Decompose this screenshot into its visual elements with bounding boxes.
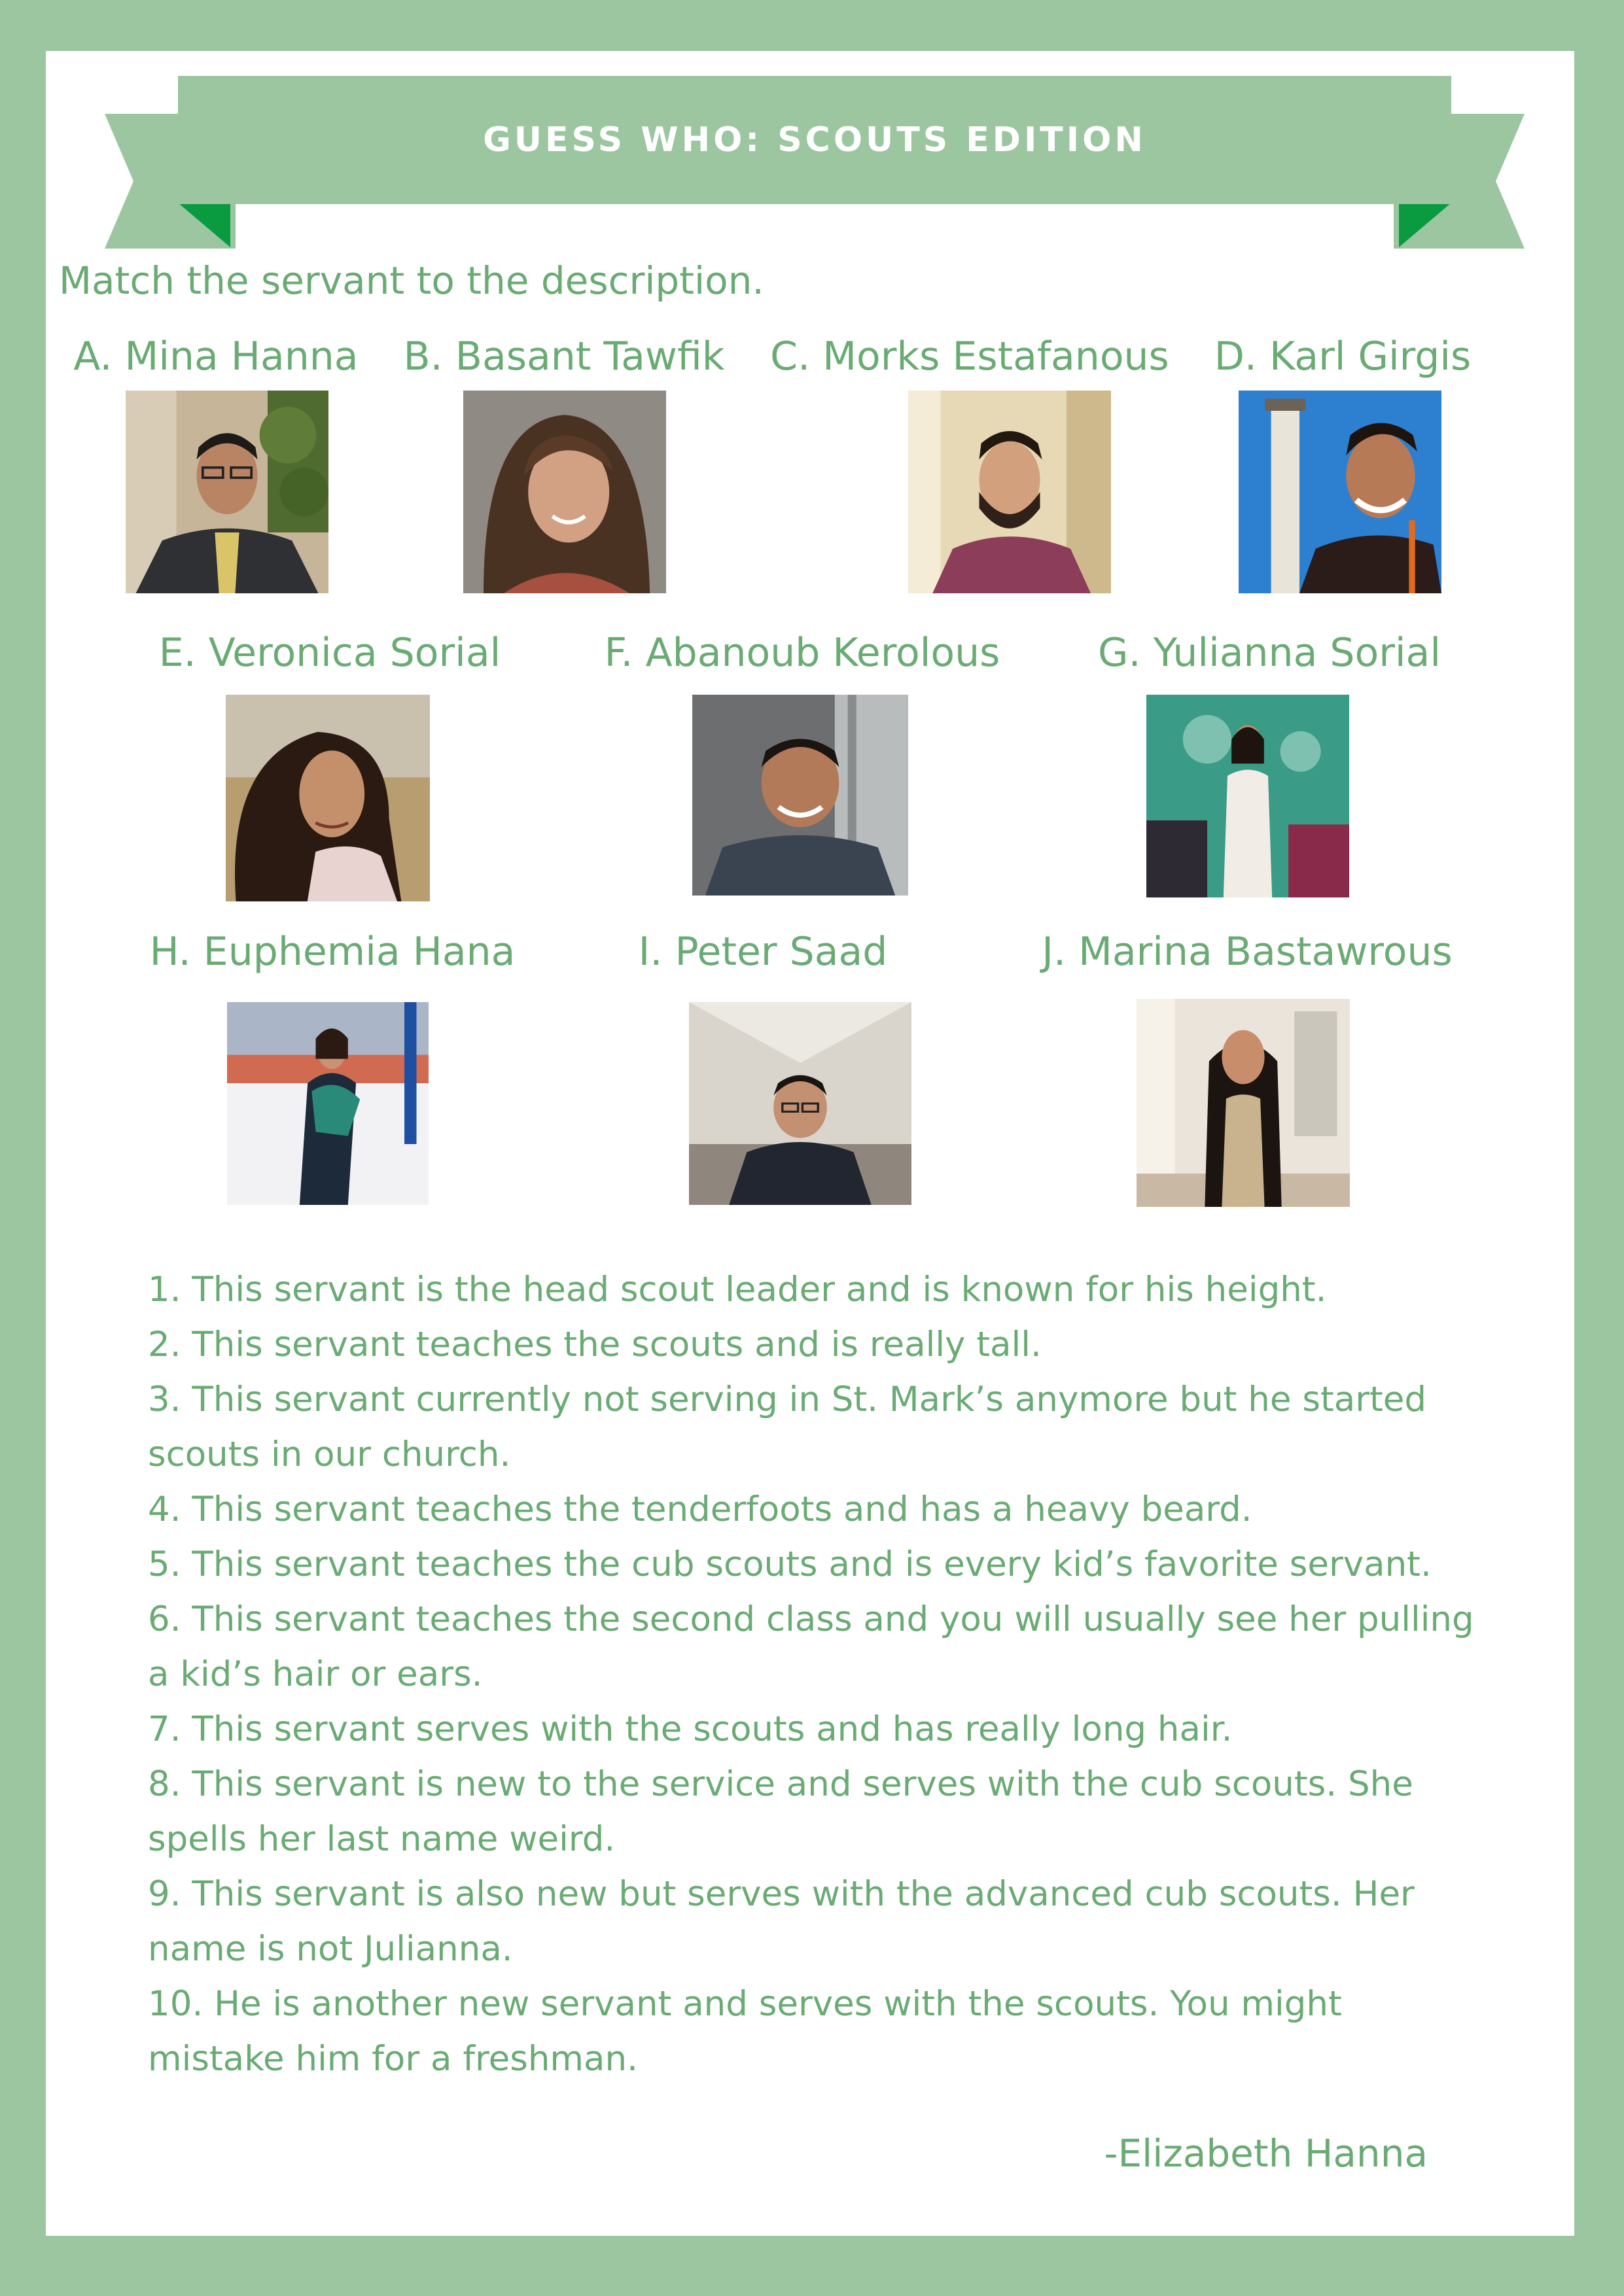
author-signature: -Elizabeth Hanna — [1104, 2131, 1428, 2176]
clue-item: 4. This servant teaches the tenderfoots and has a heavy beard. — [148, 1489, 1252, 1529]
title-banner — [178, 76, 1451, 204]
clue-item: 2. This servant teaches the scouts and is really tall. — [148, 1325, 1042, 1365]
servant-photo-c — [908, 391, 1111, 593]
servant-label-a: A. Mina Hanna — [73, 334, 359, 379]
servant-label-i: I. Peter Saad — [638, 929, 888, 975]
clue-list — [148, 1262, 1483, 2087]
servant-label-d: D. Karl Girgis — [1214, 334, 1472, 379]
servant-photo-g — [1146, 695, 1349, 897]
servant-photo-b — [463, 391, 666, 593]
servant-photo-a — [126, 391, 328, 593]
servant-photo-e — [226, 695, 430, 901]
servant-label-c: C. Morks Estafanous — [770, 334, 1169, 379]
servant-label-h: H. Euphemia Hana — [149, 929, 516, 975]
servant-label-j: J. Marina Bastawrous — [1042, 929, 1453, 975]
clue-item: 5. This servant teaches the cub scouts and is every kid’s favorite servant. — [148, 1544, 1432, 1584]
clue-item: 3. This servant currently not serving in St. Mark’s anymore but he started scouts in our church. — [148, 1380, 1427, 1474]
servant-photo-i — [689, 1002, 911, 1205]
servant-label-b: B. Basant Tawfik — [403, 334, 725, 379]
clue-item: 1. This servant is the head scout leader and is known for his height. — [148, 1270, 1327, 1310]
servant-photo-d — [1239, 391, 1441, 593]
clue-item: 10. He is another new servant and serves with the scouts. You might mistake him for a freshman. — [148, 1984, 1342, 2079]
servant-label-e: E. Veronica Sorial — [158, 630, 501, 676]
servant-label-f: F. Abanoub Kerolous — [604, 630, 1000, 676]
servant-photo-j — [1137, 999, 1350, 1207]
servant-photo-h — [227, 1002, 429, 1205]
clue-item: 6. This servant teaches the second class and you will usually see her pulling a kid’s hair or ears. — [148, 1599, 1474, 1694]
clue-item: 8. This servant is new to the service and serves with the cub scouts. She spells her last name weird. — [148, 1764, 1413, 1859]
clue-item: 7. This servant serves with the scouts and has really long hair. — [148, 1709, 1233, 1749]
servant-photo-f — [692, 695, 908, 896]
clue-item: 9. This servant is also new but serves with the advanced cub scouts. Her name is not Julianna. — [148, 1874, 1415, 1969]
instructions-text: Match the servant to the description. — [59, 258, 764, 303]
servant-label-g: G. Yulianna Sorial — [1097, 630, 1441, 676]
page-title: GUESS WHO: SCOUTS EDITION — [483, 120, 1146, 160]
